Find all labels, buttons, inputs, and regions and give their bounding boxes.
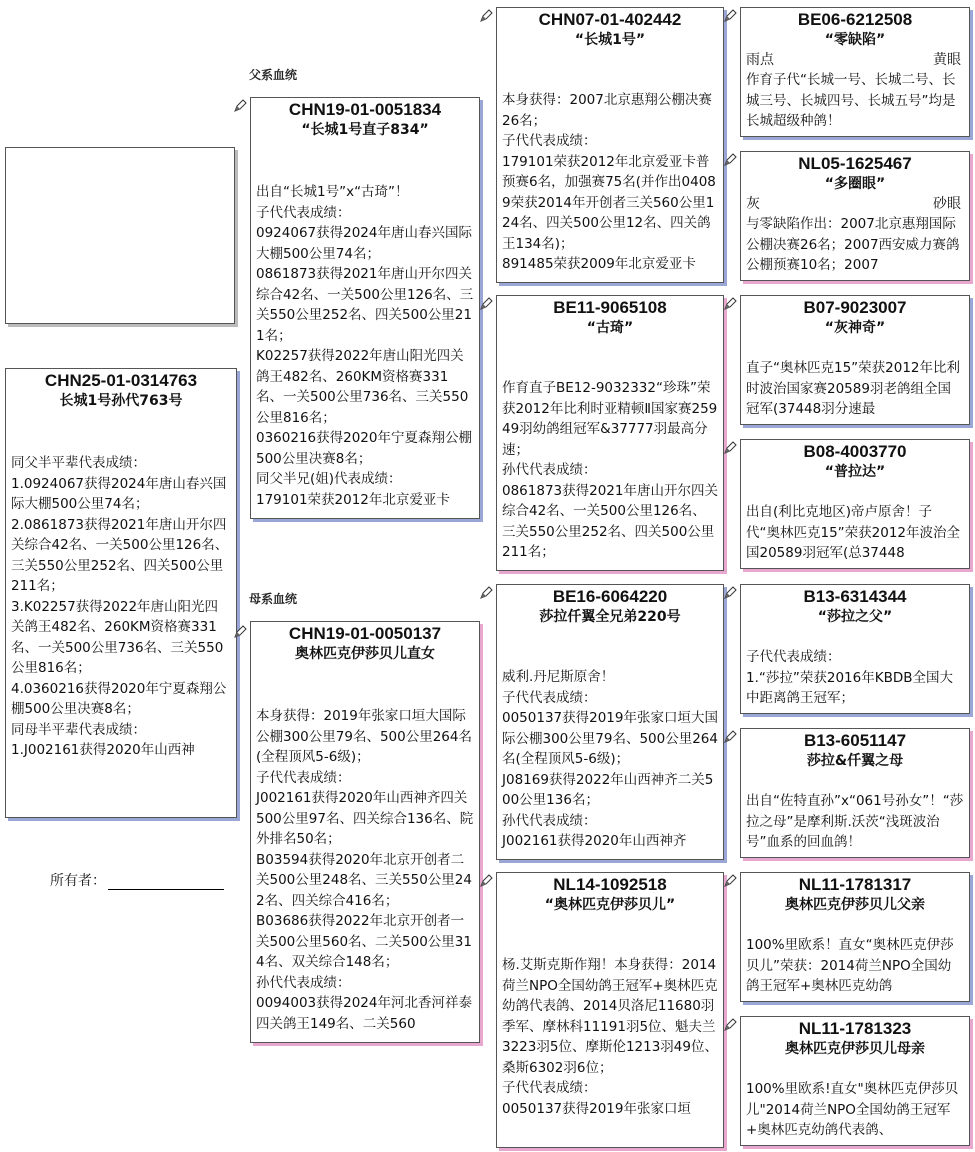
dam-name: 奥林匹克伊莎贝儿直女 [295, 646, 435, 662]
dam-dam-ring-number: NL14-1092518 [553, 875, 667, 894]
owner-field[interactable] [50, 870, 224, 890]
edit-pen-icon[interactable] [724, 152, 738, 166]
sss-description: 作育子代“长城一号、长城二号、长城三号、长城四号、长城五号”均是长城超级种鸽！ [746, 72, 956, 129]
sss-card[interactable] [740, 7, 970, 137]
ssd-color: 灰 [746, 196, 760, 212]
ddd-ring-number: NL11-1781323 [798, 1019, 912, 1038]
dss-ring-number: B13-6314344 [803, 587, 907, 606]
ddd-name: 奥林匹克伊莎贝儿母亲 [785, 1041, 925, 1057]
dsd-description: 出自“佐特直孙”x“061号孙女”！“莎拉之母”是摩利斯.沃茨“浅斑波治号”血系的回血鸽！ [746, 793, 964, 850]
edit-pen-icon[interactable] [480, 873, 494, 887]
dam-card[interactable] [250, 621, 480, 1043]
dam-dam-name: “奥林匹克伊莎贝儿” [544, 897, 676, 913]
dsd-name: 莎拉&仟翼之母 [806, 753, 904, 769]
dam-sire-name: 莎拉仟翼全兄弟220号 [539, 609, 681, 625]
subject-name: 长城1号孙代763号 [59, 393, 183, 409]
edit-pen-icon[interactable] [480, 8, 494, 22]
dds-name: 奥林匹克伊莎贝儿父亲 [785, 897, 925, 913]
edit-pen-icon[interactable] [724, 8, 738, 22]
dam-line-label: 母系血统 [249, 592, 298, 606]
dss-description: 子代代表成绩： 1.“莎拉”荣获2016年KBDB全国大中距离鸽王冠军； [746, 649, 953, 706]
dam-description: 本身获得：2019年张家口垣大国际公棚300公里79名、500公里264名(全程顶风5-6级)； 子代代表成绩： J002161获得2020年山西神齐四关500公里97名、四关综合136名、院外排名50名； B03594获得2020年北京开创者二关500公里248名、三关550公里242名、四关综合416名； B03686获得2022年北京开创者一关500公里560名、二关500公里314名、双关综合148名； 孙代代表成绩： 0094003获得2024年河北香河祥泰四关鸽王149名、二关560 [256, 708, 474, 1032]
sdd-card[interactable] [740, 439, 970, 569]
sss-color: 雨点 [746, 52, 774, 68]
ddd-card[interactable] [740, 1016, 970, 1146]
dam-ring-number: CHN19-01-0050137 [288, 624, 442, 643]
edit-pen-icon[interactable] [724, 296, 738, 310]
edit-pen-icon[interactable] [480, 296, 494, 310]
subject-description: 同父半平辈代表成绩： 1.0924067获得2024年唐山春兴国际大棚500公里74名； 2.0861873获得2021年唐山开尔四关综合42名、一关500公里126名、三关550公里252名、四关500公里211名； 3.K02257获得2022年唐山阳光四关鸽王482名、260KM资格赛331名、一关500公里736名、三关550公里816名； 4.0360216获得2020年宁夏森翔公棚500公里决赛8名； 同母半平辈代表成绩： 1.J002161获得2020年山西神 [11, 455, 229, 758]
sdd-ring-number: B08-4003770 [803, 442, 907, 461]
sire-sire-card[interactable] [496, 7, 724, 283]
ssd-name: “多圈眼” [824, 176, 886, 192]
owner-input-line[interactable] [108, 889, 224, 890]
edit-pen-icon[interactable] [724, 1017, 738, 1031]
dam-dam-card[interactable] [496, 872, 724, 1148]
sire-sire-ring-number: CHN07-01-402442 [538, 10, 682, 29]
dam-sire-ring-number: BE16-6064220 [552, 587, 668, 606]
edit-pen-icon[interactable] [724, 585, 738, 599]
sss-ring-number: BE06-6212508 [797, 10, 913, 29]
dam-sire-description: 威利.丹尼斯原舍！ 子代代表成绩： 0050137获得2019年张家口垣大国际公棚300公里79名、500公里264名(全程顶风5-6级)； J08169获得2022年山西神齐二关500公里136名； 孙代代表成绩： J002161获得2020年山西神齐 [502, 669, 718, 849]
sire-ring-number: CHN19-01-0051834 [288, 100, 442, 119]
edit-pen-icon[interactable] [724, 729, 738, 743]
sss-name: “零缺陷” [824, 32, 886, 48]
ssd-description: 与零缺陷作出：2007北京惠翔国际公棚决赛26名；2007西安威力赛鸽公棚预赛10名；2007 [746, 216, 960, 273]
sire-sire-description: 本身获得：2007北京惠翔公棚决赛26名； 子代代表成绩： 179101荣获2012年北京爱亚卡普预赛6名，加强赛75名(并作出04089荣获2014年开创者三关560公里124名、四关500公里12名、四关鸽王134名)； 891485荣获2009年北京爱亚卡 [502, 92, 716, 272]
sdd-name: “普拉达” [824, 464, 886, 480]
sire-name: “长城1号直子834” [301, 122, 429, 138]
dds-description: 100%里欧系！直女“奥林匹克伊莎贝儿”荣获：2014荷兰NPO全国幼鸽王冠军+奥林匹克幼鸽 [746, 937, 954, 994]
subject-card[interactable] [5, 368, 237, 818]
sire-description: 出自“长城1号”x“古琦”！ 子代代表成绩： 0924067获得2024年唐山春兴国际大棚500公里74名； 0861873获得2021年唐山开尔四关综合42名、一关500公里126名、三关550公里252名、四关500公里211名； K02257获得2022年唐山阳光四关鸽王482名、260KM资格赛331名、一关500公里736名、三关550公里816名； 0360216获得2020年宁夏森翔公棚500公里决赛8名； 同父半兄(姐)代表成绩： 179101荣获2012年北京爱亚卡 [256, 184, 474, 508]
dss-name: “莎拉之父” [817, 609, 893, 625]
ssd-eye: 砂眼 [933, 196, 961, 212]
dsd-card[interactable] [740, 728, 970, 858]
sds-card[interactable] [740, 295, 970, 425]
sire-dam-ring-number: BE11-9065108 [553, 298, 667, 317]
edit-pen-icon[interactable] [724, 873, 738, 887]
sire-dam-card[interactable] [496, 295, 724, 571]
subject-ring-number: CHN25-01-0314763 [44, 371, 198, 390]
sds-description: 直子“奥林匹克15”荣获2012年比利时波治国家赛20589羽老鸽组全国冠军(37448羽分速最 [746, 360, 961, 417]
bird-photo-frame [5, 147, 235, 324]
sire-card[interactable] [250, 97, 480, 519]
dam-sire-card[interactable] [496, 584, 724, 860]
sss-eye: 黄眼 [933, 52, 961, 68]
dss-card[interactable] [740, 584, 970, 714]
sds-ring-number: B07-9023007 [803, 298, 907, 317]
ssd-ring-number: NL05-1625467 [798, 154, 912, 173]
edit-pen-icon[interactable] [480, 585, 494, 599]
sire-dam-name: “古琦” [586, 320, 634, 336]
sire-line-label: 父系血统 [249, 68, 298, 82]
edit-pen-icon[interactable] [234, 624, 248, 638]
sdd-description: 出自(利比克地区)帝卢原舍！子代“奥林匹克15”荣获2012年波治全国20589羽冠军(总37448 [746, 504, 961, 561]
dsd-ring-number: B13-6051147 [803, 731, 907, 750]
edit-pen-icon[interactable] [724, 440, 738, 454]
sire-dam-description: 作育直子BE12-9032332“珍珠”荣获2012年比利时亚精顿Ⅱ国家赛25949羽幼鸽组冠军&37777羽最高分速； 孙代代表成绩： 0861873获得2021年唐山开尔四关综合42名、一关500公里126名、三关550公里252名、四关500公里211名； [502, 380, 718, 560]
edit-pen-icon[interactable] [234, 98, 248, 112]
ssd-card[interactable] [740, 151, 970, 281]
dds-ring-number: NL11-1781317 [798, 875, 912, 894]
sds-name: “灰神奇” [824, 320, 886, 336]
owner-label: 所有者： [50, 873, 106, 889]
dds-card[interactable] [740, 872, 970, 1002]
ddd-description: 100%里欧系!直女"奥林匹克伊莎贝儿"2014荷兰NPO全国幼鸽王冠军+奥林匹克幼鸽代表鸽、 [746, 1081, 959, 1138]
dam-dam-description: 杨.艾斯克斯作翔！本身获得：2014荷兰NPO全国幼鸽王冠军+奥林匹克幼鸽代表鸽、2014贝洛尼11680羽季军、摩林科11191羽5位、魁夫兰3223羽5位、摩斯伦1213羽49位、桑斯6302羽6位； 子代代表成绩： 0050137获得2019年张家口垣 [502, 957, 718, 1117]
sire-sire-name: “长城1号” [574, 32, 646, 48]
